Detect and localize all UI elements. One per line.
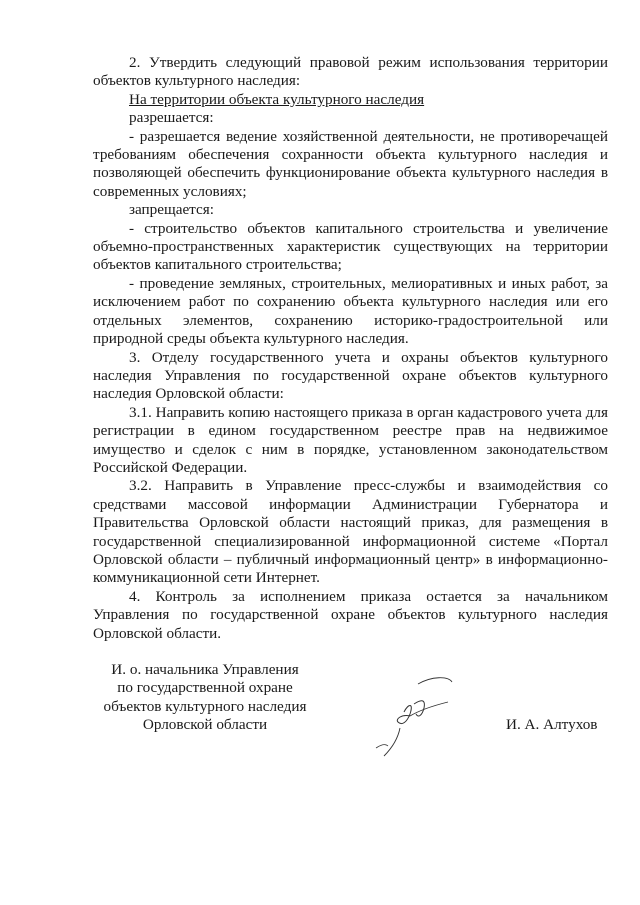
subheading-territory-text: На территории объекта культурного наследия [129,90,425,108]
paragraph-allowed-activity: - разрешается ведение хозяйственной деятельности, не противоречащей требованиям обеспечения сохранности объекта культурного наследия и позволяющей обеспечить функционирование объекта культурного наследия в современных условиях; [93,127,608,200]
paragraph-prohibited-construction: - строительство объектов капитального строительства и увеличение объемно-пространственных характеристик существующих на территории объектов капитального строительства; [93,219,608,274]
signatory-position-line-2: по государственной охране [117,679,293,697]
label-prohibited: запрещается: [129,201,214,219]
paragraph-3-2-press: 3.2. Направить в Управление пресс-службы и взаимодействия со средствами массовой информации Администрации Губернатора и Правительства Орловской области настоящий приказ, для размещения в государственной специализированной информационной системе «Портал Орловской области – публичный информационный центр» в информационно-коммуникационной сети Интернет. [93,477,608,587]
signatory-name: И. А. Алтухов [506,716,598,733]
paragraph-3-department: 3. Отделу государственного учета и охраны объектов культурного наследия Управления по государственной охране объектов культурного наследия Орловской области: [93,348,608,403]
document-body [93,54,608,643]
paragraph-4-control: 4. Контроль за исполнением приказа остается за начальником Управления по государственной охране объектов культурного наследия Орловской области. [93,587,608,642]
subheading-territory [93,91,608,109]
handwritten-signature-icon [374,676,460,760]
signatory-position-line-3: объектов культурного наследия [103,697,307,715]
label-allowed: разрешается: [129,109,214,127]
signatory-position-line-1: И. о. начальника Управления [111,661,299,678]
paragraph-3-1-cadastre: 3.1. Направить копию настоящего приказа в орган кадастрового учета для регистрации в едином государственном реестре прав на недвижимое имущество и сделок с ним в порядке, установленном законодательством Российской Федерации. [93,403,608,476]
paragraph-prohibited-works: - проведение земляных, строительных, мелиоративных и иных работ, за исключением работ по сохранению объекта культурного наследия или его отдельных элементов, сохранению историко-градостроительной или природной среды объекта культурного наследия. [93,274,608,348]
signatory-position-line-4: Орловской области [142,716,268,734]
paragraph-2-approve-regime: 2. Утвердить следующий правовой режим использования территории объектов культурного наследия: [93,54,608,90]
signatory-position [100,661,310,735]
